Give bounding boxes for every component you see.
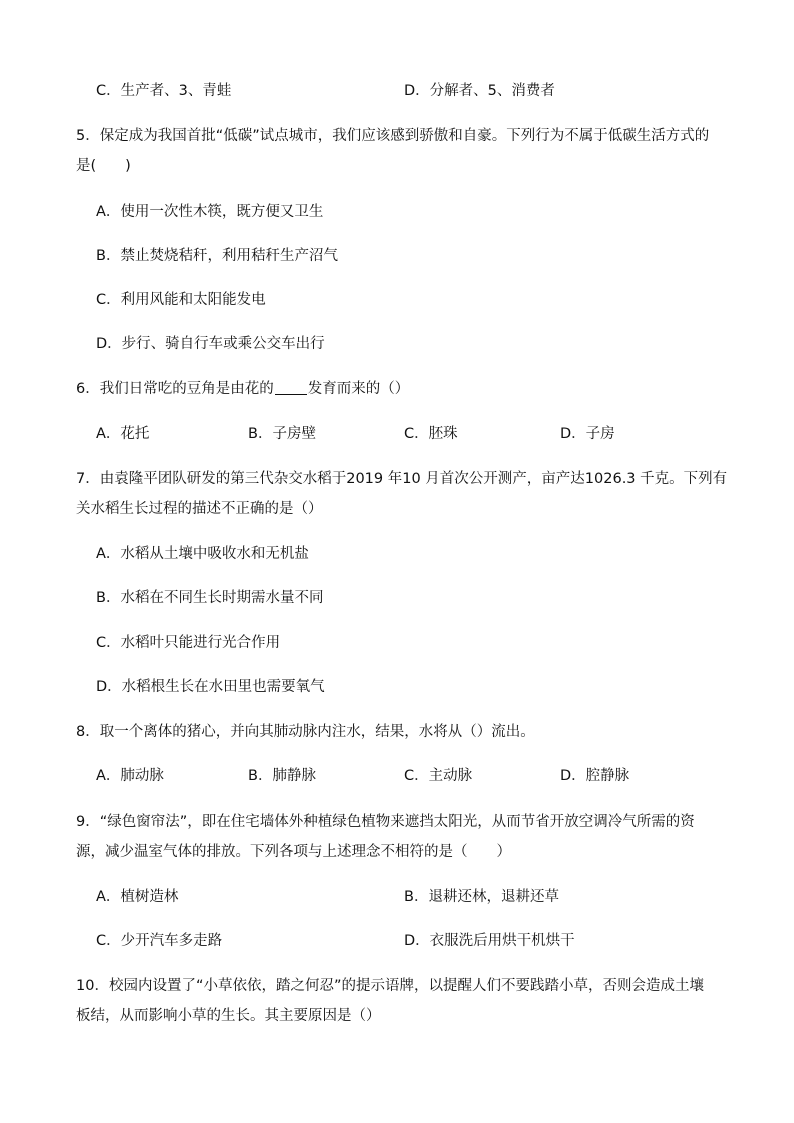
option-letter: A． [96, 204, 121, 220]
option-letter: B． [96, 248, 121, 264]
option-text: 水稻在不同生长时期需水量不同 [120, 590, 324, 606]
option-letter: B． [248, 768, 273, 784]
option-letter: B． [248, 426, 273, 442]
q5-option-c [96, 290, 266, 310]
q5-stem-line2: 是( ) [76, 158, 131, 174]
q8-option-c [404, 766, 472, 786]
q8-stem: 8．取一个离体的猪心，并向其肺动脉内注水，结果，水将从（）流出。 [76, 724, 535, 740]
option-text: 植树造林 [120, 889, 179, 905]
option-text: 水稻从土壤中吸收水和无机盐 [120, 546, 309, 562]
option-text: 腔静脉 [585, 768, 630, 784]
q9-option-c [96, 931, 222, 951]
option-text: 衣服洗后用烘干机烘干 [429, 933, 575, 949]
option-text: 花托 [120, 426, 150, 442]
option-letter: B． [96, 590, 121, 606]
option-letter: D． [404, 83, 430, 99]
option-text: 使用一次性木筷，既方便又卫生 [120, 204, 324, 220]
q8-option-b [248, 766, 316, 786]
q8-option-d [560, 766, 629, 786]
q6-option-a [96, 424, 149, 444]
q9-option-a [96, 887, 178, 907]
q7-option-d [96, 677, 325, 697]
option-letter: D． [560, 426, 586, 442]
option-text: 退耕还林，退耕还草 [428, 889, 559, 905]
q6-stem-before: 6．我们日常吃的豆角是由花的 [76, 381, 274, 397]
q5-option-b [96, 246, 338, 266]
q7-option-c [96, 633, 280, 653]
option-letter: C． [96, 83, 121, 99]
q4-option-c [96, 81, 231, 101]
option-letter: C． [404, 768, 429, 784]
q9-option-d [404, 931, 575, 951]
q7-stem-line1: 7．由袁隆平团队研发的第三代杂交水稻于2019 年10 月首次公开测产，亩产达1026.3 千克。下列有 [76, 471, 728, 487]
option-text: 禁止焚烧秸秆，利用秸秆生产沼气 [120, 248, 338, 264]
q6-option-d [560, 424, 615, 444]
q6-option-c [404, 424, 458, 444]
option-letter: C． [96, 292, 121, 308]
option-letter: A． [96, 889, 121, 905]
option-letter: C． [96, 933, 121, 949]
q9-option-b [404, 887, 559, 907]
q7-option-b [96, 588, 323, 608]
q5-stem-line1: 5．保定成为我国首批“低碳”试点城市，我们应该感到骄傲和自豪。下列行为不属于低碳生活方式的 [76, 128, 710, 144]
q5-option-a [96, 202, 323, 222]
q4-option-d [404, 81, 555, 101]
option-letter: C． [404, 426, 429, 442]
option-text: 子房壁 [272, 426, 316, 442]
option-text: 少开汽车多走路 [120, 933, 223, 949]
option-letter: D． [404, 933, 430, 949]
q10-stem-line1: 10．校园内设置了“小草依依，踏之何忍”的提示语牌，以提醒人们不要践踏小草，否则会造成土壤 [76, 978, 704, 994]
q9-stem-line1: 9．“绿色窗帘法”，即在住宅墙体外种植绿色植物来遮挡太阳光，从而节省开放空调冷气所需的资 [76, 814, 695, 830]
option-text: 水稻根生长在水田里也需要氧气 [121, 679, 325, 695]
q6-stem [76, 379, 409, 399]
option-text: 肺静脉 [272, 768, 316, 784]
option-letter: C． [96, 635, 121, 651]
fill-in-blank [275, 380, 307, 395]
option-text: 分解者、5、消费者 [429, 83, 555, 99]
q8-option-a [96, 766, 164, 786]
option-text: 胚珠 [428, 426, 458, 442]
option-letter: A． [96, 546, 121, 562]
option-letter: A． [96, 768, 121, 784]
option-letter: D． [96, 679, 122, 695]
option-text: 步行、骑自行车或乘公交车出行 [121, 336, 325, 352]
option-text: 主动脉 [428, 768, 473, 784]
q6-stem-after: 发育而来的（） [307, 381, 410, 397]
option-text: 利用风能和太阳能发电 [120, 292, 266, 308]
option-letter: D． [560, 768, 586, 784]
option-text: 子房 [585, 426, 615, 442]
option-letter: A． [96, 426, 121, 442]
q7-option-a [96, 544, 309, 564]
q5-option-d [96, 334, 325, 354]
option-letter: B． [404, 889, 429, 905]
option-text: 肺动脉 [120, 768, 164, 784]
q7-stem-line2: 关水稻生长过程的描述不正确的是（） [76, 501, 323, 517]
q10-stem-line2: 板结，从而影响小草的生长。其主要原因是（） [76, 1008, 381, 1024]
q6-option-b [248, 424, 316, 444]
option-letter: D． [96, 336, 122, 352]
q9-stem-line2: 源，减少温室气体的排放。下列各项与上述理念不相符的是（ ） [76, 844, 511, 860]
option-text: 水稻叶只能进行光合作用 [120, 635, 281, 651]
option-text: 生产者、3、青蛙 [120, 83, 232, 99]
